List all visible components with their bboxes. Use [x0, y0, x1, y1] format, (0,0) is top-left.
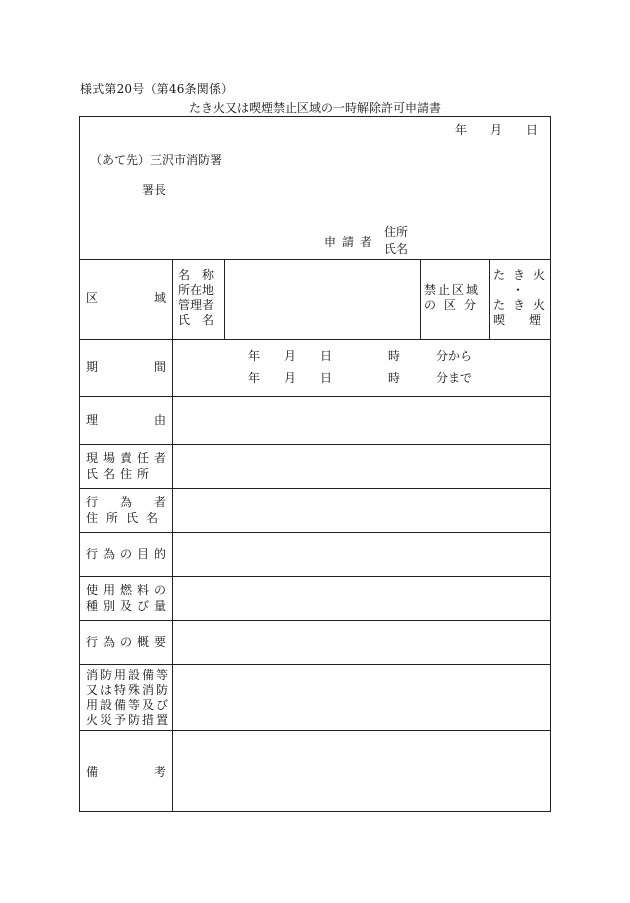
- row-divider: [80, 664, 551, 665]
- period-from-year: 年: [248, 349, 261, 363]
- row-divider: [80, 730, 551, 731]
- period-from-hour: 時: [388, 349, 401, 363]
- actor-label-line1: 行為者: [86, 495, 189, 509]
- reason-label: 理 由: [86, 413, 166, 427]
- period-to-minute: 分まで: [436, 371, 473, 385]
- row-divider: [80, 444, 551, 445]
- fuel-label-line2: 種別及び量: [86, 599, 172, 613]
- outline-label: 行為の概要: [86, 635, 172, 649]
- period-to-year: 年: [248, 371, 261, 385]
- area-sub-location: 所在地: [178, 283, 215, 297]
- zone-divider: [489, 259, 490, 339]
- zone-divider: [420, 259, 421, 339]
- zone-option-bonfire: たき火: [493, 268, 554, 282]
- date-year: 年: [455, 123, 468, 137]
- row-divider: [80, 620, 551, 621]
- name-label: 氏名: [384, 242, 409, 256]
- fire-equipment-line1: 消防用設備等: [86, 668, 171, 682]
- actor-label-line2: 住所氏名: [86, 511, 167, 525]
- site-manager-label-line2: 氏名住所: [86, 467, 155, 481]
- label-column-divider: [172, 259, 173, 812]
- period-from-minute: 分から: [436, 349, 473, 363]
- purpose-label: 行為の目的: [86, 547, 172, 561]
- period-to-day: 日: [320, 371, 333, 385]
- area-sub-name: 名称: [178, 268, 227, 282]
- address-label: 住所: [384, 225, 409, 239]
- period-to-month: 月: [284, 371, 297, 385]
- fire-equipment-line3: 用設備等及び: [86, 698, 171, 712]
- row-divider: [80, 339, 551, 340]
- site-manager-label-line1: 現場責任者: [86, 451, 172, 465]
- remarks-label: 備 考: [86, 765, 166, 779]
- fire-equipment-line2: 又は特殊消防: [86, 683, 171, 697]
- area-sub-owner-name: 氏名: [178, 313, 227, 327]
- date-day: 日: [526, 123, 539, 137]
- period-to-hour: 時: [388, 371, 401, 385]
- zone-label-line1: 禁止区域: [424, 283, 481, 297]
- row-divider: [80, 488, 551, 489]
- area-label: 区 域: [86, 291, 166, 305]
- form-number: 様式第20号（第46条関係）: [80, 82, 234, 96]
- row-divider: [80, 396, 551, 397]
- row-divider: [80, 532, 551, 533]
- zone-label-line2: の区分: [424, 298, 485, 312]
- fuel-label-line1: 使用燃料の: [86, 583, 172, 597]
- application-form-table: [79, 116, 566, 812]
- addressee: （あて先）三沢市消防署: [90, 153, 223, 167]
- date-month: 月: [490, 123, 503, 137]
- period-label: 期 間: [86, 360, 166, 374]
- form-title: たき火又は喫煙禁止区域の一時解除許可申請書: [188, 101, 441, 115]
- zone-option-bonfire-2: たき火: [493, 298, 554, 312]
- row-divider: [80, 259, 551, 260]
- area-sub-manager: 管理者: [178, 298, 215, 312]
- zone-option-dot: ・: [512, 283, 525, 297]
- period-from-month: 月: [284, 349, 297, 363]
- zone-option-smoking: 喫煙: [493, 313, 566, 327]
- applicant-label: 申請者: [324, 235, 379, 249]
- chief-label: 署長: [142, 183, 167, 197]
- row-divider: [80, 576, 551, 577]
- period-from-day: 日: [320, 349, 333, 363]
- fire-equipment-line4: 火災予防措置: [86, 713, 171, 727]
